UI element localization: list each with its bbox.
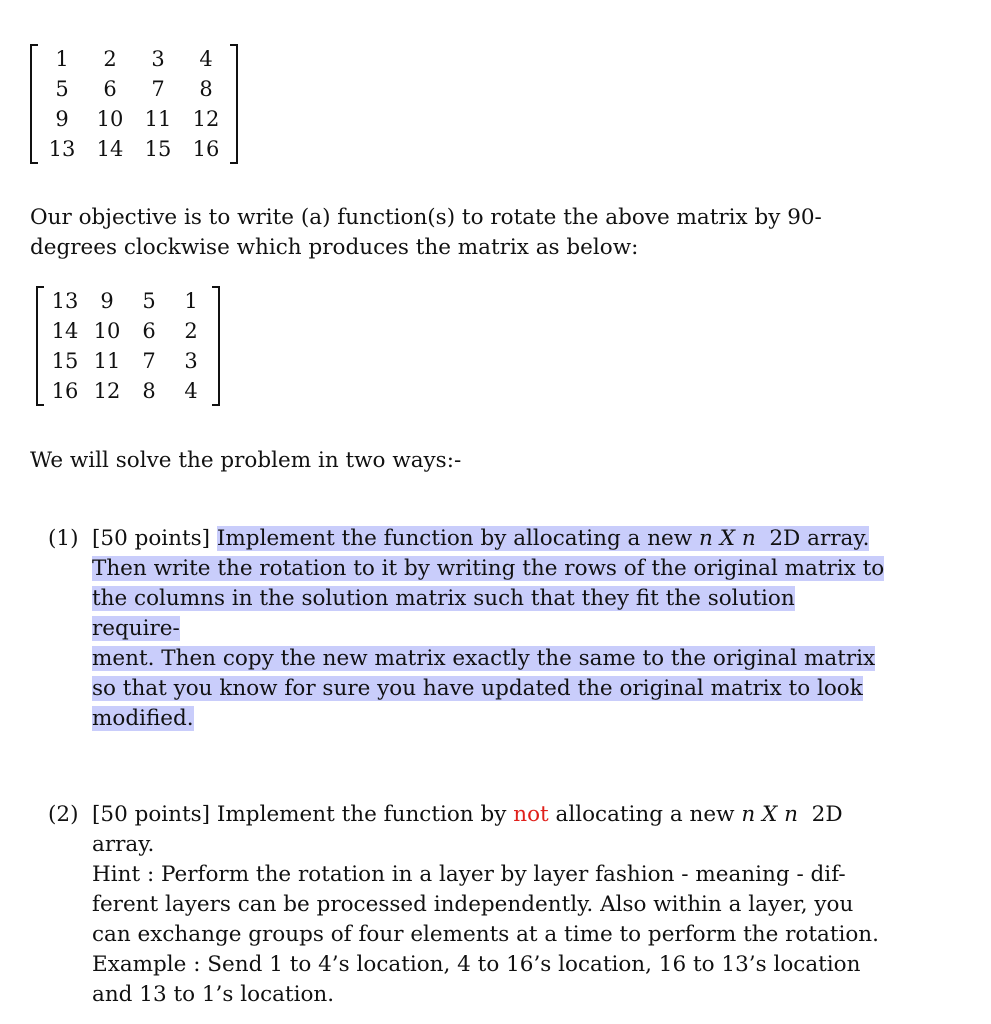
item-number: (2) <box>48 802 79 827</box>
item-text: 2D <box>811 802 843 827</box>
example-line: Example : Send 1 to 4’s location, 4 to 16’s location, 16 to 13’s location <box>92 952 861 977</box>
matrix-row <box>44 376 212 406</box>
item-body <box>92 800 888 1010</box>
matrix-cell: 5 <box>142 289 156 313</box>
matrix-cell: 8 <box>199 77 213 101</box>
item-line: array. <box>92 832 155 857</box>
item-line <box>92 704 888 734</box>
ways-paragraph: We will solve the problem in two ways:- <box>30 448 462 473</box>
left-bracket <box>36 286 44 406</box>
matrix-cell: 1 <box>55 47 69 71</box>
intro-paragraph <box>30 203 890 263</box>
math-expression: n X n <box>741 802 798 827</box>
task-item-2 <box>48 800 888 1010</box>
rotated-matrix <box>36 286 220 406</box>
hint-line: ferent layers can be processed independently. Also within a layer, you <box>92 892 854 917</box>
matrix-cell: 9 <box>55 107 69 131</box>
matrix-row <box>38 134 230 164</box>
matrix-cell: 5 <box>55 77 69 101</box>
original-matrix-table <box>38 44 230 164</box>
matrix-cell: 14 <box>51 319 79 343</box>
highlighted-text[interactable]: Then write the rotation to it by writing the rows of the original matrix to <box>92 556 885 581</box>
intro-line: degrees clockwise which produces the matrix as below: <box>30 235 639 260</box>
highlighted-text[interactable] <box>217 526 870 551</box>
highlighted-text[interactable]: so that you know for sure you have updated the original matrix to look <box>92 676 863 701</box>
rotated-matrix-table <box>44 286 212 406</box>
hint-line: can exchange groups of four elements at a time to perform the rotation. <box>92 922 879 947</box>
matrix-cell: 10 <box>93 319 121 343</box>
math-expression: n X n <box>699 526 756 551</box>
item-line <box>92 674 888 704</box>
matrix-row <box>44 286 212 316</box>
item-line <box>92 524 888 554</box>
matrix-cell: 16 <box>192 137 220 161</box>
matrix-cell: 7 <box>142 349 156 373</box>
matrix-cell: 7 <box>151 77 165 101</box>
matrix-cell: 11 <box>144 107 172 131</box>
item-line <box>92 644 888 674</box>
matrix-row <box>44 346 212 376</box>
matrix-cell: 15 <box>51 349 79 373</box>
left-bracket <box>30 44 38 164</box>
highlighted-text[interactable]: ment. Then copy the new matrix exactly the same to the original matrix <box>92 646 876 671</box>
matrix-cell: 6 <box>142 319 156 343</box>
matrix-cell: 3 <box>184 349 198 373</box>
matrix-cell: 8 <box>142 379 156 403</box>
emphasis-not: not <box>513 802 549 827</box>
matrix-cell: 15 <box>144 137 172 161</box>
item-text: Implement the function by allocating a new <box>216 526 693 551</box>
intro-line: Our objective is to write (a) function(s) to rotate the above matrix by 90- <box>30 205 822 230</box>
item-number: (1) <box>48 526 79 551</box>
matrix-cell: 1 <box>184 289 198 313</box>
highlighted-text[interactable]: the columns in the solution matrix such that they fit the solution require- <box>92 586 795 641</box>
matrix-cell: 12 <box>93 379 121 403</box>
item-text: allocating a new <box>555 802 735 827</box>
matrix-cell: 2 <box>103 47 117 71</box>
matrix-cell: 2 <box>184 319 198 343</box>
matrix-cell: 16 <box>51 379 79 403</box>
matrix-cell: 12 <box>192 107 220 131</box>
matrix-cell: 4 <box>199 47 213 71</box>
matrix-cell: 11 <box>93 349 121 373</box>
matrix-cell: 9 <box>100 289 114 313</box>
matrix-row <box>38 44 230 74</box>
matrix-row <box>44 316 212 346</box>
matrix-row <box>38 74 230 104</box>
matrix-cell: 6 <box>103 77 117 101</box>
right-bracket <box>212 286 220 406</box>
item-line <box>92 554 888 584</box>
points-label: [50 points] <box>92 526 211 551</box>
right-bracket <box>230 44 238 164</box>
highlighted-text[interactable]: modified. <box>92 706 194 731</box>
item-text: Implement the function by <box>216 802 507 827</box>
task-item-1 <box>48 524 888 734</box>
matrix-row <box>38 104 230 134</box>
item-text: 2D array. <box>769 526 870 551</box>
matrix-cell: 14 <box>96 137 124 161</box>
hint-line: Hint : Perform the rotation in a layer by layer fashion - meaning - dif- <box>92 862 846 887</box>
points-label: [50 points] <box>92 802 211 827</box>
matrix-cell: 13 <box>51 289 79 313</box>
matrix-cell: 4 <box>184 379 198 403</box>
matrix-cell: 3 <box>151 47 165 71</box>
original-matrix <box>30 44 238 164</box>
example-line: and 13 to 1’s location. <box>92 982 335 1007</box>
item-line <box>92 584 888 644</box>
matrix-cell: 13 <box>48 137 76 161</box>
item-line <box>92 800 888 830</box>
item-body <box>92 524 888 734</box>
matrix-cell: 10 <box>96 107 124 131</box>
